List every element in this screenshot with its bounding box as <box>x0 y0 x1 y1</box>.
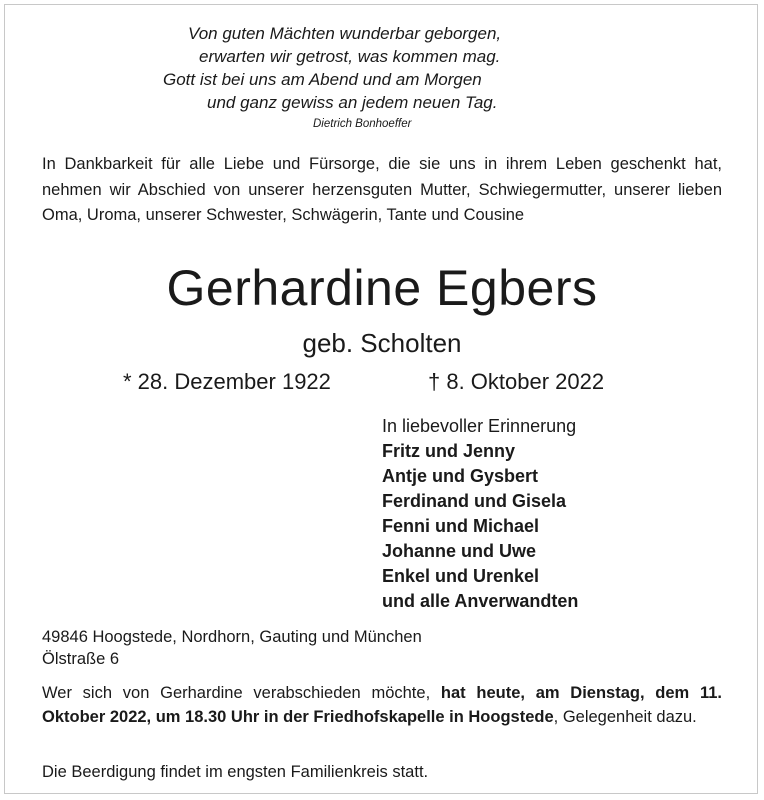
mourner-name: und alle Anverwandten <box>382 591 579 611</box>
farewell-part: Wer sich von Gerhardine verabschieden möchte, <box>42 684 441 702</box>
address-line: 49846 Hoogstede, Nordhorn, Gauting und München <box>42 628 422 646</box>
mourners-intro: In liebevoller Erinnerung <box>382 416 577 436</box>
burial-note: Die Beerdigung findet im engsten Familienkreis statt. <box>42 763 429 781</box>
maiden-name: geb. Scholten <box>302 328 462 358</box>
poem-line: Gott ist bei uns am Abend und am Morgen <box>163 70 482 89</box>
mourner-name: Fritz und Jenny <box>382 441 516 461</box>
poem-author: Dietrich Bonhoeffer <box>313 118 412 130</box>
birth-date: * 28. Dezember 1922 <box>123 369 331 394</box>
farewell-text <box>42 681 722 729</box>
mourner-name: Enkel und Urenkel <box>382 566 540 586</box>
death-date: † 8. Oktober 2022 <box>428 369 605 394</box>
mourners-block <box>382 414 578 614</box>
poem-line: und ganz gewiss an jedem neuen Tag. <box>207 93 498 112</box>
farewell-details: hat heute, am Dienstag, dem 11. Oktober 2022, um 18.30 Uhr in der Friedhofskapelle in Hoogstede <box>42 684 722 726</box>
mourner-name: Fenni und Michael <box>382 516 540 536</box>
mourner-name: Johanne und Uwe <box>382 541 537 561</box>
poem-line: erwarten wir getrost, was kommen mag. <box>199 47 501 66</box>
poem-line: Von guten Mächten wunderbar geborgen, <box>188 24 502 43</box>
deceased-name: Gerhardine Egbers <box>166 260 598 316</box>
farewell-part: , Gelegenheit dazu. <box>553 708 697 726</box>
intro-text: In Dankbarkeit für alle Liebe und Fürsorge, die sie uns in ihrem Leben geschenkt hat, nehmen wir Abschied von unserer herzensguten Mutter, Schwiegermutter, unserer lieben Oma, Uroma, unserer Schwester, Schwägerin, Tante und Cousine <box>42 155 722 224</box>
mourner-name: Ferdinand und Gisela <box>382 491 567 511</box>
mourner-name: Antje und Gysbert <box>382 466 539 486</box>
address-line: Ölstraße 6 <box>42 650 120 668</box>
address <box>42 626 422 670</box>
